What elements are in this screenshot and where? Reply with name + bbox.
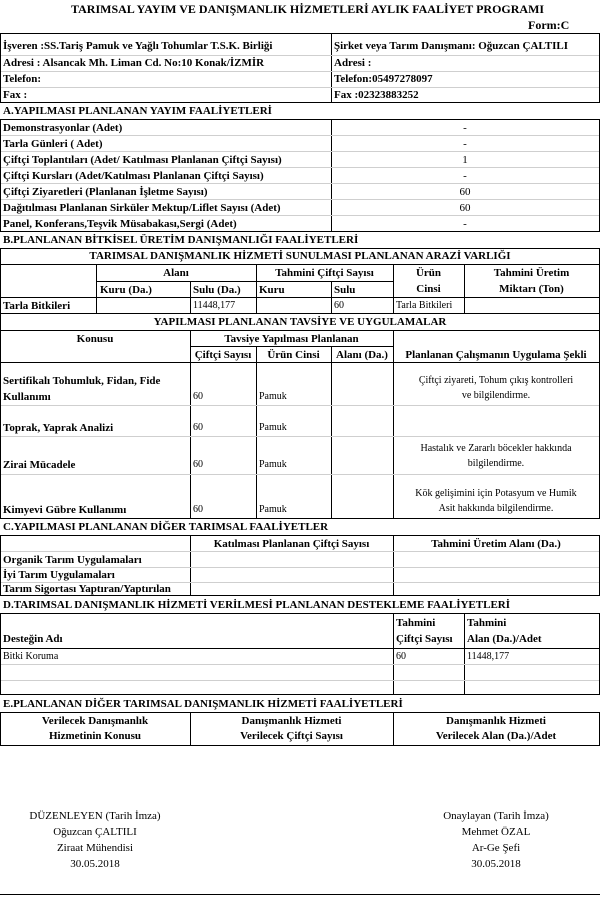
section-a-title: A.YAPILMASI PLANLANAN YAYIM FAALİYETLERİ [3, 105, 272, 117]
consultant-fax: Fax :02323883252 [334, 89, 419, 101]
advice-farmers: 60 [193, 504, 203, 515]
section-a-value: 1 [462, 154, 468, 166]
section-e-farmers-header: Danışmanlık Hizmeti [241, 715, 342, 727]
section-d-title: D.TARIMSAL DANIŞMANLIK HİZMETİ VERİLMESİ PLANLANAN DESTEKLEME FAALİYETLERİ [3, 599, 511, 611]
section-a-label: Dağıtılması Planlanan Sirküler Mektup/Liflet Sayısı (Adet) [3, 202, 281, 214]
advice-method: ve bilgilendirme. [461, 390, 531, 401]
approved-by-title: Ar-Ge Şefi [471, 842, 521, 854]
advice-farmers: 60 [193, 422, 203, 433]
section-c-row: İyi Tarım Uygulamaları [3, 569, 115, 581]
prepared-by-date: 30.05.2018 [70, 858, 120, 870]
wet-area-header: Sulu (Da.) [193, 284, 241, 296]
section-c-title: C.YAPILMASI PLANLANAN DİĞER TARIMSAL FAALİYETLER [3, 521, 329, 533]
support-area-header: Tahmini [467, 617, 507, 629]
advice-product: Pamuk [259, 391, 287, 402]
section-a-label: Çiftçi Kursları (Adet/Katılması Planlanan Çiftçi Sayısı) [3, 170, 264, 182]
advice-planned-header: Tavsiye Yapılması Planlanan [224, 333, 359, 345]
dry-area-header: Kuru (Da.) [100, 284, 152, 296]
section-e-topic-header: Verilecek Danışmanlık [41, 715, 149, 727]
consultant-name: Şirket veya Tarım Danışmanı: Oğuzcan ÇALTILI [334, 40, 568, 52]
approved-by-role: Onaylayan (Tarih İmza) [443, 810, 549, 822]
section-a-value: - [463, 122, 467, 134]
advice-method: Hastalık ve Zararlı böcekler hakkında [420, 443, 572, 454]
advice-topic-header: Konusu [76, 333, 114, 345]
consultant-address: Adresi : [334, 57, 372, 69]
advice-topic: Kimyevi Gübre Kullanımı [3, 504, 127, 516]
section-a-label: Tarla Günleri ( Adet) [3, 138, 103, 150]
support-farmers: 60 [396, 651, 406, 662]
section-c-row: Organik Tarım Uygulamaları [3, 554, 142, 566]
yield-header: Miktarı (Ton) [499, 283, 564, 295]
advice-topic: Sertifikalı Tohumluk, Fidan, Fide [3, 375, 161, 387]
advice-product: Pamuk [259, 504, 287, 515]
section-b-title: B.PLANLANAN BİTKİSEL ÜRETİM DANIŞMANLIĞI FAALİYETLERİ [3, 234, 359, 246]
approved-by-date: 30.05.2018 [471, 858, 521, 870]
form-code: Form:C [528, 18, 570, 32]
advice-method: Kök gelişimini için Potasyum ve Humik [415, 488, 577, 499]
section-e-area-header: Danışmanlık Hizmeti [446, 715, 546, 727]
consultant-phone: Telefon:05497278097 [334, 73, 433, 85]
field-crops-label: Tarla Bitkileri [3, 300, 71, 312]
support-farmers-header: Çiftçi Sayısı [396, 633, 453, 645]
section-b-subtitle: TARIMSAL DANIŞMANLIK HİZMETİ SUNULMASI PLANLANAN ARAZİ VARLIĞI [89, 250, 511, 262]
form-title: TARIMSAL YAYIM VE DANIŞMANLIK HİZMETLERİ AYLIK FAALİYET PROGRAMI [71, 2, 545, 16]
advice-product-header: Ürün Cinsi [267, 349, 320, 361]
farmers-header: Tahmini Çiftçi Sayısı [275, 267, 374, 279]
section-a-label: Panel, Konferans,Teşvik Müsabakası,Sergi (Adet) [3, 218, 237, 230]
section-a-label: Çiftçi Ziyaretleri (Planlanan İşletme Sayısı) [3, 186, 208, 198]
advice-farmers: 60 [193, 391, 203, 402]
advice-area-header: Alanı (Da.) [336, 349, 388, 361]
prepared-by-role: DÜZENLEYEN (Tarih İmza) [29, 810, 161, 822]
advice-farmers-header: Çiftçi Sayısı [194, 349, 252, 361]
advice-product: Pamuk [259, 422, 287, 433]
section-e-area-header: Verilecek Alan (Da.)/Adet [435, 730, 557, 742]
dry-farmers-header: Kuru [259, 284, 285, 296]
section-e-farmers-header: Verilecek Çiftçi Sayısı [240, 730, 343, 742]
area-header: Alanı [163, 267, 189, 279]
section-e-topic-header: Hizmetinin Konusu [49, 730, 141, 742]
advice-method: Asit hakkında bilgilendirme. [438, 503, 554, 514]
section-c-area-header: Tahmini Üretim Alanı (Da.) [431, 538, 561, 550]
employer-phone: Telefon: [3, 73, 42, 85]
advice-method-header: Planlanan Çalışmanın Uygulama Şekli [405, 349, 587, 361]
advice-topic: Toprak, Yaprak Analizi [3, 422, 114, 434]
prepared-by-title: Ziraat Mühendisi [56, 842, 134, 854]
section-c-farmers-header: Katılması Planlanan Çiftçi Sayısı [213, 538, 370, 550]
advice-title: YAPILMASI PLANLANAN TAVSİYE VE UYGULAMALAR [153, 316, 447, 328]
advice-topic: Kullanımı [3, 391, 51, 403]
advice-farmers: 60 [193, 459, 203, 470]
support-farmers-header: Tahmini [396, 617, 436, 629]
support-name: Bitki Koruma [3, 651, 59, 662]
section-a-value: 60 [459, 202, 471, 214]
wet-farmers-header: Sulu [334, 284, 356, 296]
advice-topic: Zirai Mücadele [3, 459, 76, 471]
section-c-row: Tarım Sigortası Yaptıran/Yaptırılan [3, 583, 171, 595]
product-value: Tarla Bitkileri [396, 300, 453, 311]
employer-address: Adresi : Alsancak Mh. Liman Cd. No:10 Konak/İZMİR [3, 57, 265, 69]
section-a-value: - [463, 170, 467, 182]
support-area: 11448,177 [467, 651, 510, 662]
wet-area-value: 11448,177 [193, 300, 236, 311]
yield-header: Tahmini Üretim [493, 267, 570, 279]
approved-by-name: Mehmet ÖZAL [461, 826, 531, 838]
wet-farmers-value: 60 [334, 300, 344, 311]
section-e-title: E.PLANLANAN DİĞER TARIMSAL DANIŞMANLIK HİZMETİ FAALİYETLERİ [3, 698, 403, 710]
prepared-by-name: Oğuzcan ÇALTILI [53, 826, 137, 838]
employer-name: İşveren :SS.Tariş Pamuk ve Yağlı Tohumlar T.S.K. Birliği [3, 40, 273, 52]
product-header: Ürün [415, 267, 442, 279]
section-a-label: Çiftçi Toplantıları (Adet/ Katılması Planlanan Çiftçi Sayısı) [3, 154, 282, 166]
section-a-value: - [463, 218, 467, 230]
section-a-value: 60 [459, 186, 471, 198]
support-name-header: Desteğin Adı [3, 633, 63, 645]
section-a-label: Demonstrasyonlar (Adet) [3, 122, 123, 134]
advice-method: bilgilendirme. [467, 458, 525, 469]
employer-fax: Fax : [3, 89, 28, 101]
section-a-value: - [463, 138, 467, 150]
advice-method: Çiftçi ziyareti, Tohum çıkış kontrolleri [418, 375, 574, 386]
support-area-header: Alan (Da.)/Adet [467, 633, 542, 645]
product-header: Cinsi [416, 283, 441, 295]
advice-product: Pamuk [259, 459, 287, 470]
